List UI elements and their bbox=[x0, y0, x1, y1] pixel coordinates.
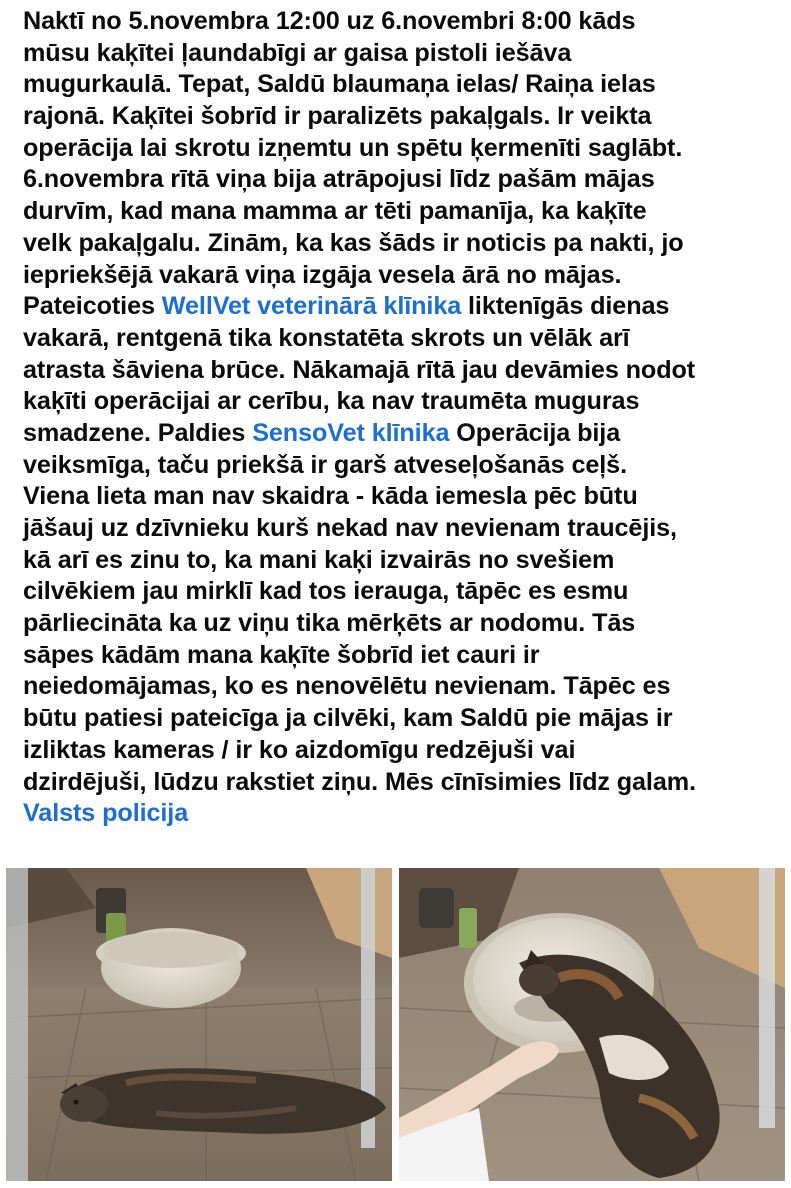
post-text-segment: Pateicoties bbox=[23, 292, 162, 321]
post-text-line bbox=[23, 6, 783, 38]
post-text-line bbox=[23, 735, 783, 767]
post-text-segment: durvīm, kad mana mamma ar tēti pamanīja, ka kaķīte bbox=[23, 197, 647, 226]
post-text-line bbox=[23, 798, 783, 830]
cat-lying-on-floor-photo[interactable] bbox=[6, 868, 392, 1181]
post-text-segment: iepriekšējā vakarā viņa izgāja vesela ārā no mājas. bbox=[23, 260, 622, 289]
post-text-line bbox=[23, 228, 783, 260]
post-text-line bbox=[23, 671, 783, 703]
post-text-segment: Naktī no 5.novembra 12:00 uz 6.novembri 8:00 kāds bbox=[23, 7, 636, 35]
post-text-segment: 6.novembra rītā viņa bija atrāpojusi līdz pašām mājas bbox=[23, 165, 655, 194]
cat-lying-photo-image bbox=[6, 868, 392, 1181]
post-text-segment: sāpes kādām mana kaķīte šobrīd iet cauri ir bbox=[23, 640, 540, 669]
post-text-line bbox=[23, 545, 783, 577]
post-text-segment: jāšauj uz dzīvnieku kurš nekad nav nevienam traucējis, bbox=[23, 514, 677, 542]
post-text-line bbox=[23, 101, 783, 133]
post-text-segment: operācija lai skrotu izņemtu un spētu ķermenīti saglābt. bbox=[23, 133, 683, 162]
post-text-segment: mūsu kaķītei ļaundabīgi ar gaisa pistoli iešāva bbox=[23, 38, 572, 67]
post-text-line bbox=[23, 164, 783, 196]
post-text-line bbox=[23, 291, 783, 323]
post-text-line bbox=[23, 196, 783, 228]
post-text-line bbox=[23, 69, 783, 101]
post-text-segment: smadzene. Paldies bbox=[23, 418, 253, 447]
post-text-line bbox=[23, 608, 783, 640]
post-text-segment: kā arī es zinu to, ka mani kaķi izvairās no svešiem bbox=[23, 545, 615, 574]
post-text-segment: Operācija bija bbox=[449, 418, 621, 447]
post-link[interactable]: WellVet veterinārā klīnika bbox=[161, 292, 462, 321]
post-text-line bbox=[23, 513, 783, 545]
post-text-line bbox=[23, 133, 783, 165]
post-text-segment: vakarā, rentgenā tika konstatēta skrots un vēlāk arī bbox=[23, 323, 630, 352]
post-text-segment: cilvēkiem jau mirklī kad tos ierauga, tāpēc es esmu bbox=[23, 577, 629, 606]
post-text-line bbox=[23, 323, 783, 355]
post-text-segment: rajonā. Kaķītei šobrīd ir paralizēts pakaļgals. Ir veikta bbox=[23, 102, 652, 131]
post-text-segment: pārliecināta ka uz viņu tika mērķēts ar nodomu. Tās bbox=[23, 609, 636, 638]
cat-drinking-from-basin-photo[interactable] bbox=[399, 868, 785, 1181]
post-text-line bbox=[23, 481, 783, 513]
post-link[interactable]: SensoVet klīnika bbox=[252, 418, 450, 447]
post-text-segment: neiedomājamas, ko es nenovēlētu nevienam. Tāpēc es bbox=[23, 672, 671, 701]
post-link[interactable]: Valsts policija bbox=[23, 799, 189, 828]
post-text-segment: liktenīgās dienas bbox=[461, 292, 670, 321]
post-text-line bbox=[23, 260, 783, 292]
post-text-line bbox=[23, 576, 783, 608]
cat-drinking-photo-image bbox=[399, 868, 785, 1181]
post-text-line bbox=[23, 450, 783, 482]
post-text-line bbox=[23, 38, 783, 70]
post-text-line bbox=[23, 703, 783, 735]
post-text-segment: atrasta šāviena brūce. Nākamajā rītā jau devāmies nodot bbox=[23, 355, 696, 384]
post-text-line bbox=[23, 386, 783, 418]
post-text-segment: būtu patiesi pateicīga ja cilvēki, kam Saldū pie mājas ir bbox=[23, 704, 673, 733]
post-text-line bbox=[23, 767, 783, 799]
post-text-line bbox=[23, 640, 783, 672]
post-text-line bbox=[23, 418, 783, 450]
post-text-line bbox=[23, 355, 783, 387]
post-text-segment: velk pakaļgalu. Zinām, ka kas šāds ir noticis pa nakti, jo bbox=[23, 228, 684, 257]
post-text-segment: mugurkaulā. Tepat, Saldū blaumaņa ielas/ Raiņa ielas bbox=[23, 70, 656, 99]
post-text-segment: kaķīti operācijai ar cerību, ka nav traumēta muguras bbox=[23, 387, 640, 416]
post-text-segment: dzirdējuši, lūdzu rakstiet ziņu. Mēs cīnīsimies līdz galam. bbox=[23, 767, 696, 796]
photo-grid bbox=[6, 868, 785, 1181]
post-text bbox=[23, 6, 783, 830]
post-text-segment: veiksmīga, taču priekšā ir garš atveseļošanās ceļš. bbox=[23, 450, 627, 479]
post-text-segment: izliktas kameras / ir ko aizdomīgu redzējuši vai bbox=[23, 735, 576, 764]
post-text-segment: Viena lieta man nav skaidra - kāda iemesla pēc būtu bbox=[23, 482, 638, 511]
